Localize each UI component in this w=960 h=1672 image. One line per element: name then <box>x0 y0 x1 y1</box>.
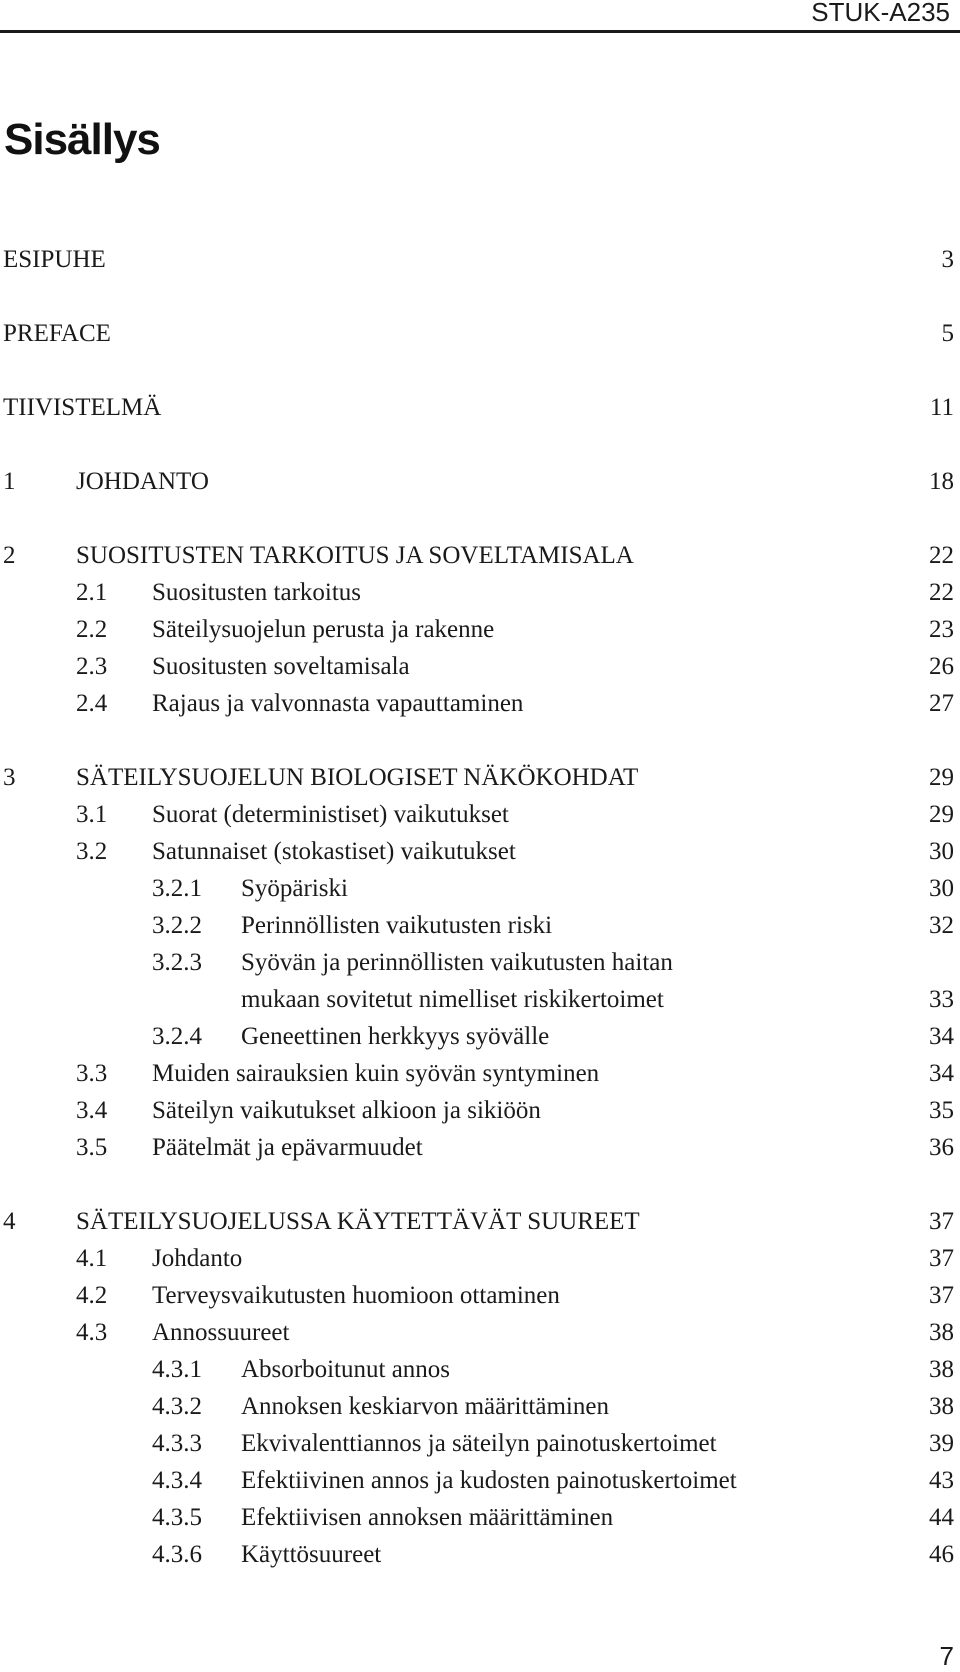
toc-entry-number: 4.3.6 <box>152 1541 202 1568</box>
toc-entry-title: Ekvivalenttiannos ja säteilyn painotuskertoimet <box>241 1430 717 1457</box>
toc-entry[interactable] <box>0 574 960 611</box>
toc-entry[interactable] <box>0 1092 960 1129</box>
toc-entry-title: PREFACE <box>3 320 111 347</box>
toc-entry[interactable] <box>0 1499 960 1536</box>
toc-entry[interactable] <box>0 611 960 648</box>
toc-entry-title: Geneettinen herkkyys syövälle <box>241 1023 550 1050</box>
toc-entry[interactable] <box>0 1203 960 1240</box>
toc-entry[interactable] <box>0 759 960 796</box>
toc-entry[interactable] <box>0 1240 960 1277</box>
toc-entry-page: 27 <box>929 690 954 717</box>
toc-entry-page: 22 <box>929 542 954 569</box>
toc-entry-title: Perinnöllisten vaikutusten riski <box>241 912 553 939</box>
toc-entry-number: 3.2 <box>76 838 108 865</box>
toc-entry[interactable] <box>0 796 960 833</box>
toc-entry-number: 2 <box>3 542 16 569</box>
toc-entry-number: 4 <box>3 1208 16 1235</box>
toc-entry-page: 23 <box>929 616 954 643</box>
toc-entry[interactable] <box>0 315 960 352</box>
toc-entry-title: Päätelmät ja epävarmuudet <box>152 1134 423 1161</box>
toc-entry[interactable] <box>0 833 960 870</box>
toc-entry[interactable] <box>0 1536 960 1573</box>
toc-entry-page: 33 <box>929 986 954 1013</box>
toc-entry-title: SUOSITUSTEN TARKOITUS JA SOVELTAMISALA <box>76 542 634 569</box>
toc-entry-title: Syövän ja perinnöllisten vaikutusten haitan <box>241 949 673 976</box>
toc-entry-title: Käyttösuureet <box>241 1541 382 1568</box>
toc-entry-page: 38 <box>929 1319 954 1346</box>
page-title: Sisällys <box>4 115 160 164</box>
toc-entry-title: SÄTEILYSUOJELUN BIOLOGISET NÄKÖKOHDAT <box>76 764 639 791</box>
toc-entry-number: 2.1 <box>76 579 108 606</box>
toc-entry[interactable] <box>0 1018 960 1055</box>
toc-entry-page: 46 <box>929 1541 954 1568</box>
toc-entry-title: Suorat (deterministiset) vaikutukset <box>152 801 509 828</box>
toc-entry-title: Terveysvaikutusten huomioon ottaminen <box>152 1282 560 1309</box>
toc-entry-number: 3.4 <box>76 1097 108 1124</box>
toc-entry-title: ESIPUHE <box>3 246 106 273</box>
toc-entry-number: 4.3.5 <box>152 1504 202 1531</box>
toc-entry-title: Syöpäriski <box>241 875 348 902</box>
header-rule <box>0 30 960 33</box>
toc-entry[interactable] <box>0 1388 960 1425</box>
toc-entry-number: 4.3.4 <box>152 1467 202 1494</box>
toc-entry-title: Annossuureet <box>152 1319 290 1346</box>
toc-entry-page: 18 <box>929 468 954 495</box>
page-number: 7 <box>939 1641 954 1671</box>
toc-entry-page: 38 <box>929 1393 954 1420</box>
toc-entry[interactable] <box>0 241 960 278</box>
toc-entry-page: 5 <box>941 320 954 347</box>
toc-entry[interactable] <box>0 1055 960 1092</box>
toc-entry-page: 26 <box>929 653 954 680</box>
toc-entry-number: 3.2.2 <box>152 912 202 939</box>
toc-entry[interactable] <box>0 1129 960 1166</box>
toc-entry-page: 29 <box>929 764 954 791</box>
toc-entry-page: 37 <box>929 1282 954 1309</box>
toc-entry-number: 3.3 <box>76 1060 108 1087</box>
toc-entry-number: 4.3 <box>76 1319 108 1346</box>
toc-entry-page: 37 <box>929 1208 954 1235</box>
toc-entry-page: 43 <box>929 1467 954 1494</box>
toc-entry-page: 3 <box>941 246 954 273</box>
toc-entry[interactable] <box>0 389 960 426</box>
toc-entry-page: 38 <box>929 1356 954 1383</box>
toc-entry-number: 3.5 <box>76 1134 108 1161</box>
toc-entry-number: 4.3.1 <box>152 1356 202 1383</box>
toc-entry[interactable] <box>0 648 960 685</box>
toc-entry-number: 2.3 <box>76 653 108 680</box>
toc-entry-page: 36 <box>929 1134 954 1161</box>
toc-entry[interactable] <box>0 907 960 944</box>
toc-entry-page: 30 <box>929 838 954 865</box>
toc-entry-title: Rajaus ja valvonnasta vapauttaminen <box>152 690 524 717</box>
toc-entry-number: 3.2.1 <box>152 875 202 902</box>
toc-entry-number: 2.4 <box>76 690 108 717</box>
toc-entry[interactable] <box>0 1425 960 1462</box>
toc-entry[interactable] <box>0 981 960 1018</box>
toc-entry-number: 3.2.4 <box>152 1023 202 1050</box>
toc-entry-page: 32 <box>929 912 954 939</box>
toc-entry-page: 34 <box>929 1060 954 1087</box>
toc-entry-page: 37 <box>929 1245 954 1272</box>
toc-entry-title: Säteilyn vaikutukset alkioon ja sikiöön <box>152 1097 541 1124</box>
toc-entry-page: 34 <box>929 1023 954 1050</box>
toc-entry-title: JOHDANTO <box>76 468 209 495</box>
toc-entry-title: Johdanto <box>152 1245 243 1272</box>
toc-entry-title: mukaan sovitetut nimelliset riskikertoimet <box>241 986 664 1013</box>
toc-entry-number: 3 <box>3 764 16 791</box>
toc-entry[interactable] <box>0 537 960 574</box>
toc-entry[interactable] <box>0 1277 960 1314</box>
toc-entry-number: 4.2 <box>76 1282 108 1309</box>
toc-entry-title: SÄTEILYSUOJELUSSA KÄYTETTÄVÄT SUUREET <box>76 1208 640 1235</box>
toc-entry[interactable] <box>0 463 960 500</box>
toc-entry-title: Annoksen keskiarvon määrittäminen <box>241 1393 609 1420</box>
toc-entry-title: Satunnaiset (stokastiset) vaikutukset <box>152 838 516 865</box>
toc-entry-number: 2.2 <box>76 616 108 643</box>
toc-entry[interactable] <box>0 1351 960 1388</box>
table-of-contents <box>0 241 960 1573</box>
toc-entry-page: 35 <box>929 1097 954 1124</box>
toc-entry-page: 44 <box>929 1504 954 1531</box>
toc-entry-page: 29 <box>929 801 954 828</box>
toc-entry-page: 11 <box>929 394 954 421</box>
document-code: STUK-A235 <box>811 0 950 27</box>
toc-entry-page: 30 <box>929 875 954 902</box>
toc-entry-number: 3.2.3 <box>152 949 202 976</box>
toc-entry-number: 4.3.2 <box>152 1393 202 1420</box>
toc-entry-number: 4.3.3 <box>152 1430 202 1457</box>
toc-entry[interactable] <box>0 1462 960 1499</box>
toc-entry-title: Suositusten tarkoitus <box>152 579 362 606</box>
toc-entry-number: 4.1 <box>76 1245 108 1272</box>
toc-entry-title: Säteilysuojelun perusta ja rakenne <box>152 616 495 643</box>
toc-entry-page: 22 <box>929 579 954 606</box>
toc-entry[interactable] <box>0 1314 960 1351</box>
toc-entry[interactable] <box>0 870 960 907</box>
toc-entry-title: Muiden sairauksien kuin syövän syntyminen <box>152 1060 600 1087</box>
toc-entry-title: Suositusten soveltamisala <box>152 653 410 680</box>
toc-entry[interactable] <box>0 685 960 722</box>
toc-entry-title: Efektiivisen annoksen määrittäminen <box>241 1504 614 1531</box>
toc-entry-title: Absorboitunut annos <box>241 1356 451 1383</box>
toc-entry-page: 39 <box>929 1430 954 1457</box>
toc-entry-number: 1 <box>3 468 16 495</box>
toc-entry-title: Efektiivinen annos ja kudosten painotuskertoimet <box>241 1467 737 1494</box>
toc-entry[interactable] <box>0 944 960 981</box>
toc-entry-number: 3.1 <box>76 801 108 828</box>
toc-entry-title: TIIVISTELMÄ <box>3 394 162 421</box>
